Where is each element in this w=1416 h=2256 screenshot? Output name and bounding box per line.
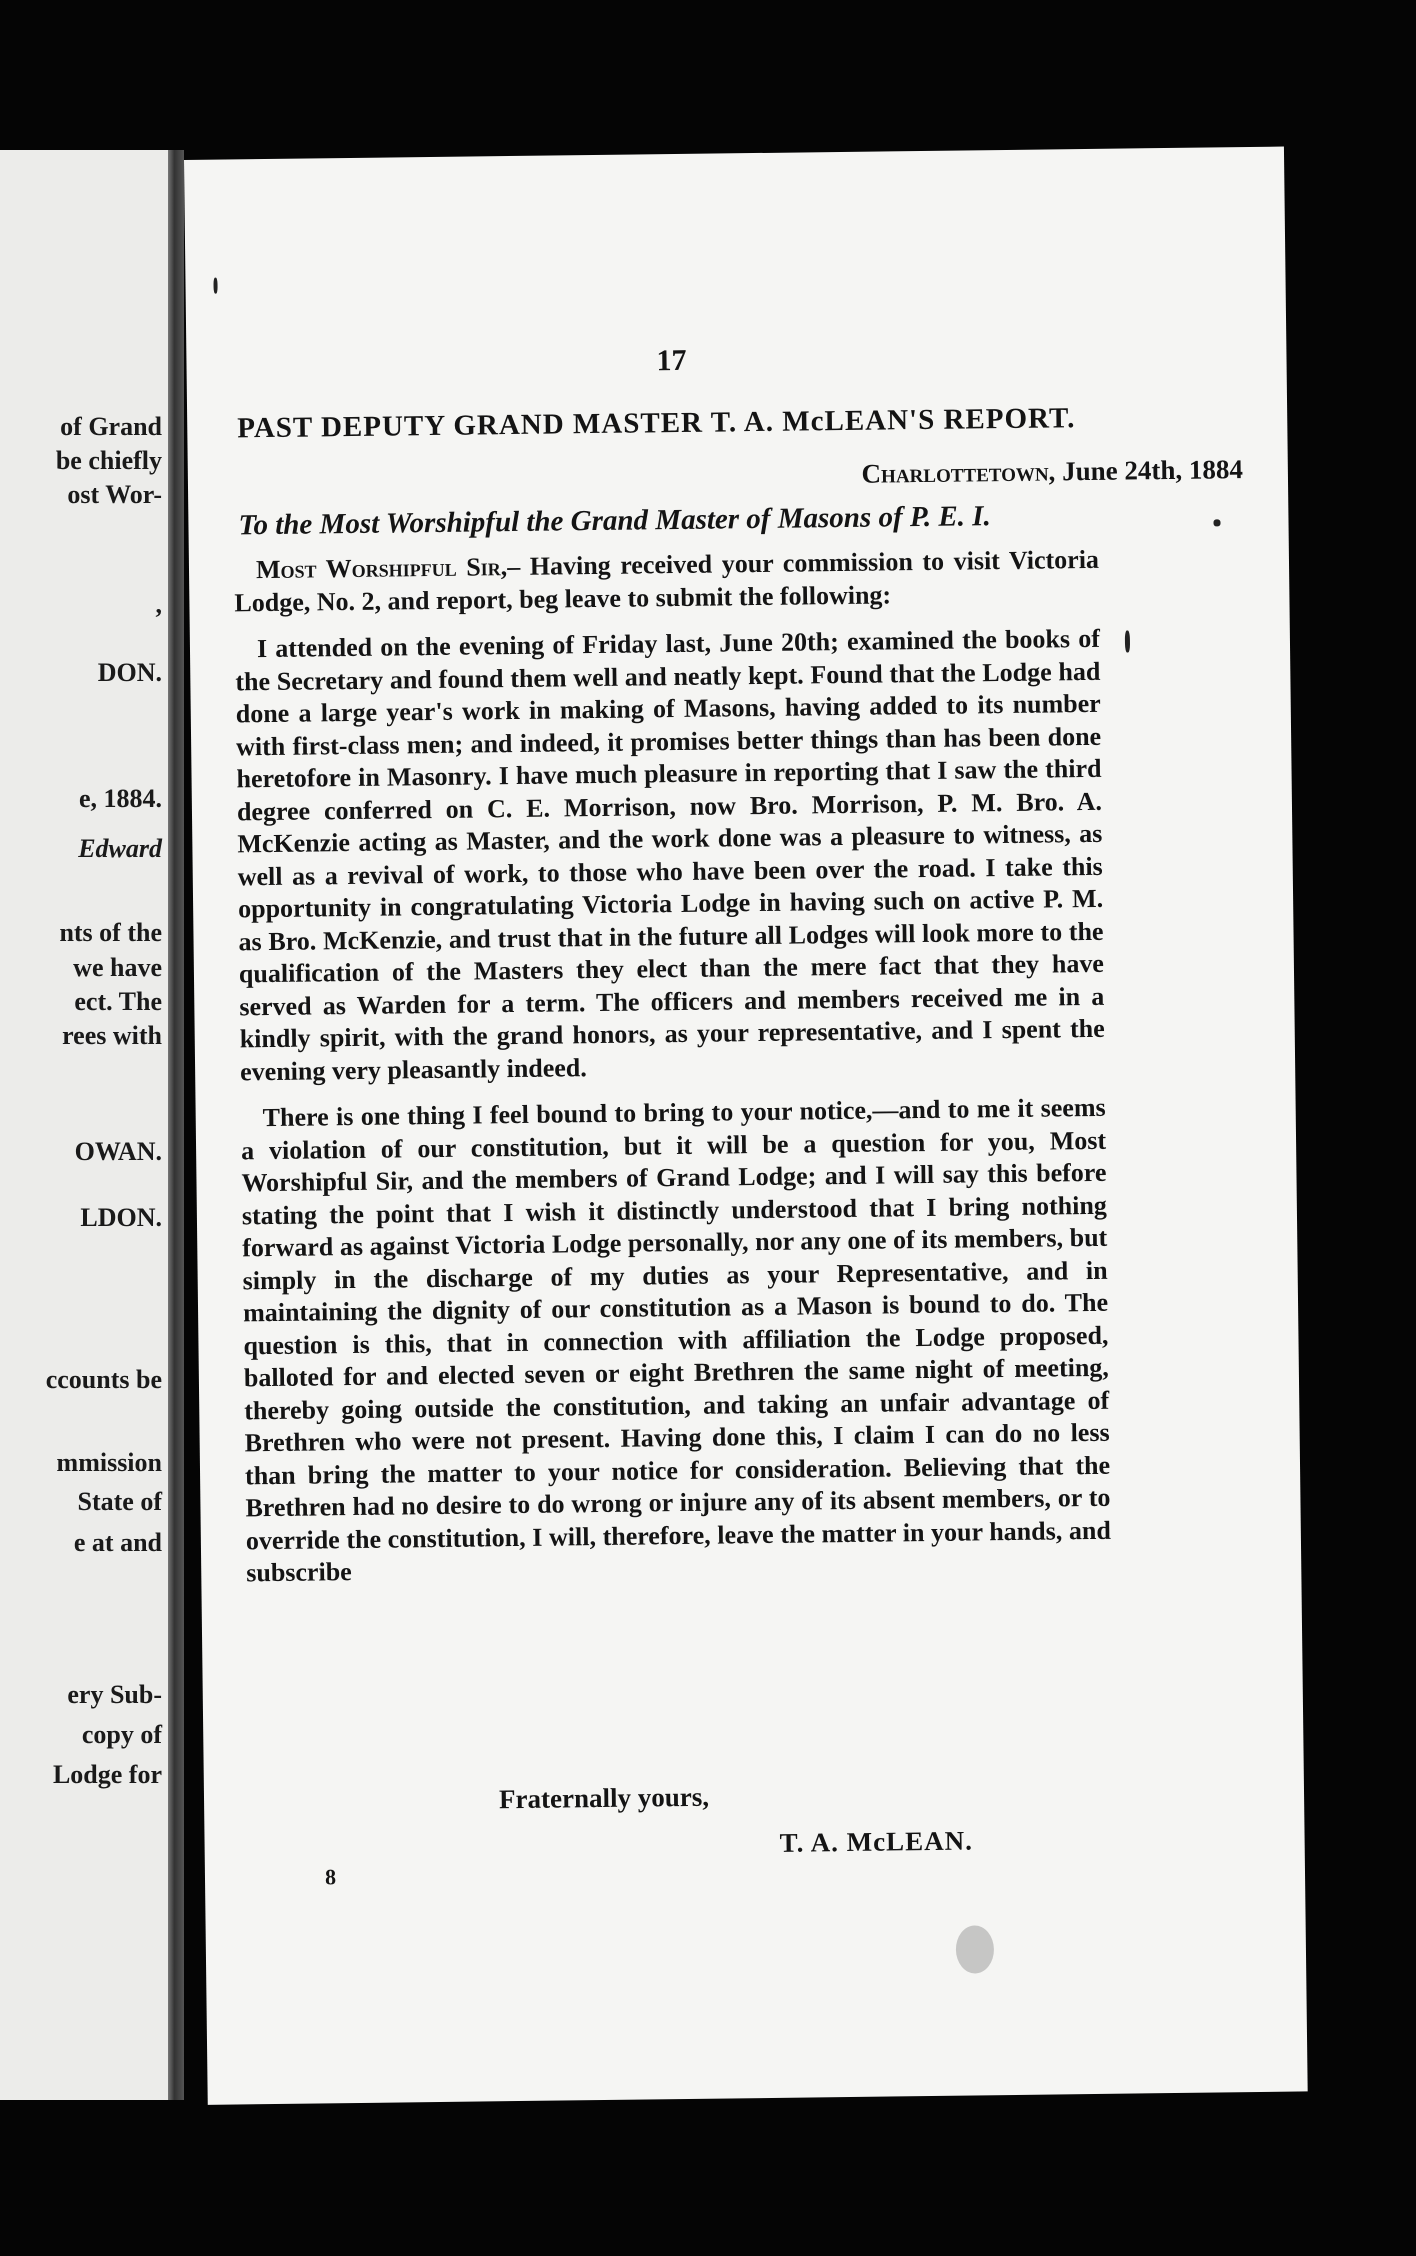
left-facing-page <box>0 150 170 2100</box>
page-smudge <box>956 1925 995 1973</box>
left-page-line: nts of the <box>59 918 162 947</box>
ink-speck <box>1125 630 1130 652</box>
left-page-line: Edward <box>78 834 162 863</box>
left-page-line: mmission <box>56 1448 162 1477</box>
dateline <box>861 454 1243 490</box>
left-page-line: , <box>155 590 162 619</box>
left-page-line: e at and <box>73 1528 162 1557</box>
left-page-line: ect. The <box>74 987 162 1016</box>
left-page-line: we have <box>73 953 162 982</box>
signature-mark: 8 <box>324 1864 337 1890</box>
left-page-line: OWAN. <box>74 1137 162 1166</box>
ink-speck <box>213 278 217 294</box>
left-page-line: rees with <box>62 1021 162 1050</box>
book-gutter <box>168 150 184 2100</box>
left-page-line: State of <box>77 1487 162 1516</box>
left-page-line: be chiefly <box>55 446 162 475</box>
opening-paragraph <box>234 544 1100 620</box>
left-page-line: ery Sub- <box>67 1680 162 1709</box>
left-page-line: LDON. <box>80 1203 162 1232</box>
report-body <box>234 544 1112 1604</box>
left-page-line: ccounts be <box>45 1365 162 1394</box>
paragraph: I attended on the evening of Friday last, June 20th; examined the books of the Secretary and found them well and neatly kept. Found that the Lodge had done a large year's work in making of Masons, having added to its number with first-class men; and indeed, it promises better things than has been done heretofore in Masonry. I have much pleasure in reporting that I saw the third degree conferred on C. E. Morrison, now Bro. Morrison, P. M. Bro. A. McKenzie acting as Master, and the work done was a pleasure to witness, as well as a revival of work, to those who have been over the road. I take this opportunity in congratulating Victoria Lodge in having such on active P. M. as Bro. McKenzie, and trust that in the future all Lodges will look more to the qualification of the Masters they elect than the mere fact that they have served as Warden for a term. The officers and members received me in a kindly spirit, with the grand honors, as your representative, and I spent the evening very pleasantly indeed. <box>235 623 1105 1086</box>
greeting: Most Worshipful Sir, <box>255 552 508 585</box>
left-page-line: ost Wor- <box>67 480 162 509</box>
dateline-date: June 24th, 1884 <box>1061 454 1244 487</box>
left-page-line: DON. <box>97 658 162 687</box>
closing: Fraternally yours, <box>498 1781 710 1815</box>
signature: T. A. McLEAN. <box>779 1825 974 1858</box>
paragraph-text: – Having received your commission to visit Victoria Lodge, No. 2, and report, beg leave to submit the following: <box>234 544 1100 617</box>
salutation: To the Most Worshipful the Grand Master of Masons of P. E. I. <box>238 500 991 542</box>
report-title: PAST DEPUTY GRAND MASTER T. A. McLEAN'S REPORT. <box>237 402 1076 445</box>
ink-speck <box>1213 519 1220 526</box>
left-page-line: copy of <box>81 1720 162 1749</box>
left-page-line: of Grand <box>60 412 162 441</box>
paragraph: There is one thing I feel bound to bring to your notice,—and to me it seems a violation of our constitution, but it will be a question for you, Most Worshipful Sir, and the members of Grand Lodge; and I will say this before stating the point that I wish it distinctly understood that I bring nothing forward as against Victoria Lodge personally, nor any one of its members, but simply in the discharge of my duties as your Representative, and in maintaining the dignity of our constitution as a Mason is bound to do. The question is this, that in connection with affiliation the Lodge proposed, balloted for and elected seven or eight Brethren the same night of meeting, thereby going outside the constitution, and taking an unfair advantage of Brethren who were not present. Having done this, I claim I can do no less than bring the matter to your notice for consideration. Believing that the Brethren had no desire to do wrong or injure any of its absent members, or to override the constitution, I will, therefore, leave the matter in your hands, and subscribe <box>240 1092 1111 1588</box>
page-number: 17 <box>656 343 687 378</box>
left-page-line: Lodge for <box>52 1760 162 1789</box>
report-page <box>184 147 1308 2105</box>
left-page-line: e, 1884. <box>78 784 162 813</box>
dateline-place: Charlottetown, <box>861 456 1056 489</box>
